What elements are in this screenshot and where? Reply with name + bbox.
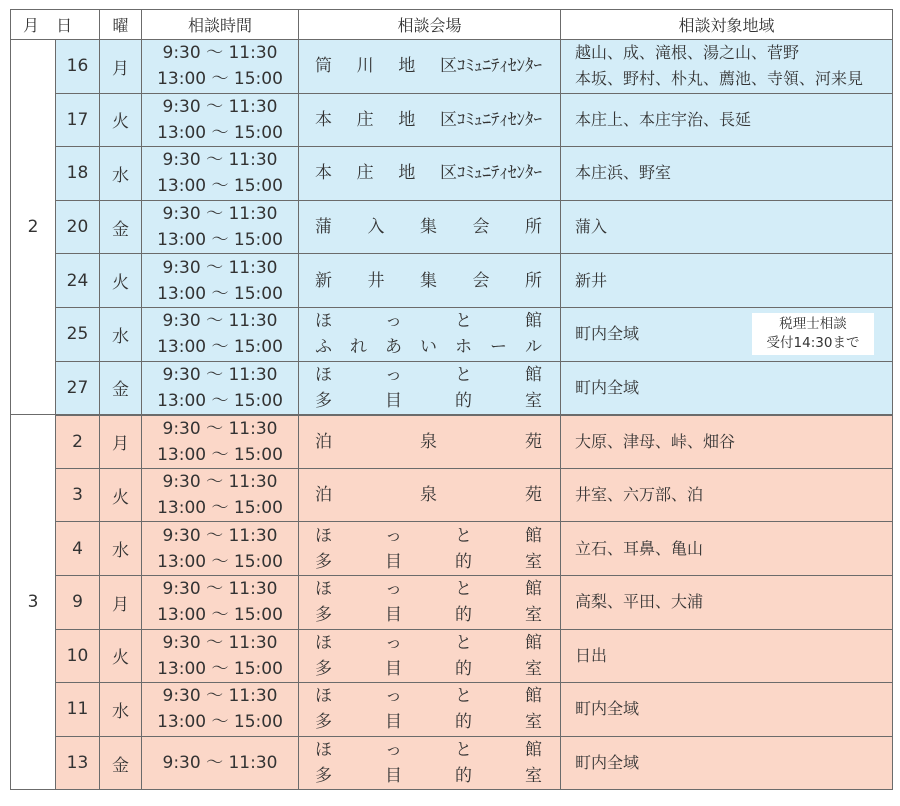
table-row <box>11 254 893 308</box>
venue-char: ほ <box>315 311 332 332</box>
venue-char: 目 <box>385 658 402 679</box>
area-line: 井室、六万部、泊 <box>575 485 704 505</box>
time-cell <box>142 683 299 737</box>
time-line: 13:00 ～ 15:00 <box>157 605 283 626</box>
area-cell <box>561 200 893 254</box>
venue-char: 泉 <box>420 485 437 506</box>
venue-char: 館 <box>525 311 542 332</box>
venue-char: 多 <box>315 712 332 733</box>
venue-line <box>315 388 542 414</box>
weekday-cell: 金 <box>100 736 142 790</box>
venue-cell <box>299 468 561 522</box>
venue-char: 目 <box>385 712 402 733</box>
venue-line <box>315 549 542 575</box>
area-line: 本坂、野村、朴丸、薦池、寺領、河来見 <box>575 69 864 89</box>
table-row <box>11 200 893 254</box>
venue-line <box>315 602 542 628</box>
time-cell <box>142 736 299 790</box>
venue-line <box>315 737 542 763</box>
venue-char: 泊 <box>315 485 332 506</box>
venue-line <box>315 362 542 388</box>
venue-char: ほ <box>315 686 332 707</box>
venue-char: ほ <box>315 364 332 385</box>
table-row <box>11 683 893 737</box>
venue-char: 室 <box>525 658 542 679</box>
time-line: 9:30 ～ 11:30 <box>162 311 278 332</box>
venue-char: ほ <box>315 525 332 546</box>
venue-line <box>315 160 542 186</box>
day-cell: 24 <box>56 254 100 308</box>
area-cell <box>561 307 893 361</box>
area-cell <box>561 736 893 790</box>
venue-line <box>315 656 542 682</box>
area-line: 日出 <box>575 645 608 665</box>
area-cell <box>561 361 893 415</box>
venue-char: 室 <box>525 390 542 411</box>
venue-char: 入 <box>367 217 385 238</box>
venue-cell <box>299 40 561 94</box>
weekday-cell: 水 <box>100 307 142 361</box>
table-row <box>11 629 893 683</box>
time-cell <box>142 361 299 415</box>
venue-char: 泊 <box>315 431 332 452</box>
table-row <box>11 415 893 469</box>
venue-char: と <box>455 740 472 761</box>
venue-char: 区ｺﾐｭﾆﾃｨｾﾝﾀｰ <box>439 109 542 130</box>
venue-cell <box>299 93 561 147</box>
day-cell: 27 <box>56 361 100 415</box>
venue-char: 苑 <box>525 485 542 506</box>
time-line: 9:30 ～ 11:30 <box>162 257 278 278</box>
venue-char: あ <box>385 337 402 358</box>
area-cell <box>561 93 893 147</box>
venue-cell <box>299 575 561 629</box>
venue-line <box>315 709 542 735</box>
venue-char: 所 <box>525 270 542 291</box>
venue-line <box>315 763 542 789</box>
venue-char: っ <box>385 579 402 600</box>
venue-char: 区ｺﾐｭﾆﾃｨｾﾝﾀｰ <box>439 56 542 77</box>
venue-char: 的 <box>455 712 472 733</box>
venue-char: 集 <box>420 270 437 291</box>
day-cell: 18 <box>56 147 100 201</box>
day-cell: 13 <box>56 736 100 790</box>
area-line: 本庄上、本庄宇治、長延 <box>575 109 752 129</box>
venue-line <box>315 107 542 133</box>
table-row <box>11 307 893 361</box>
area-cell <box>561 147 893 201</box>
table-row <box>11 93 893 147</box>
area-line: 町内全域 <box>575 324 640 344</box>
table-row <box>11 522 893 576</box>
venue-char: 区ｺﾐｭﾆﾃｨｾﾝﾀｰ <box>439 163 542 184</box>
venue-line <box>315 53 542 79</box>
venue-char: 本 <box>315 163 332 184</box>
venue-cell <box>299 200 561 254</box>
area-line: 立石、耳鼻、亀山 <box>575 538 704 558</box>
time-cell <box>142 307 299 361</box>
day-cell: 17 <box>56 93 100 147</box>
header-venue: 相談会場 <box>299 10 561 40</box>
venue-char: と <box>455 632 472 653</box>
venue-char: と <box>455 364 472 385</box>
time-line: 9:30 ～ 11:30 <box>162 472 278 493</box>
time-line: 9:30 ～ 11:30 <box>162 418 278 439</box>
march-rows <box>11 415 893 790</box>
area-cell <box>561 468 893 522</box>
venue-char: 館 <box>525 525 542 546</box>
venue-char: っ <box>385 525 402 546</box>
venue-char: 多 <box>315 390 332 411</box>
table-header <box>11 10 893 40</box>
venue-char: 室 <box>525 605 542 626</box>
area-line: 越山、成、滝根、湯之山、菅野 <box>575 43 800 63</box>
venue-char: 目 <box>385 551 402 572</box>
day-cell: 2 <box>56 415 100 469</box>
time-cell <box>142 254 299 308</box>
note-line: 税理士相談 <box>779 316 847 333</box>
venue-cell <box>299 736 561 790</box>
day-cell: 25 <box>56 307 100 361</box>
venue-char: 的 <box>455 390 472 411</box>
venue-char: っ <box>385 364 402 385</box>
venue-char: 庄 <box>356 163 374 184</box>
venue-char: 地 <box>398 163 416 184</box>
venue-cell <box>299 415 561 469</box>
venue-char: ほ <box>315 740 332 761</box>
venue-char: 的 <box>455 551 472 572</box>
area-cell <box>561 40 893 94</box>
weekday-cell: 水 <box>100 147 142 201</box>
area-line: 本庄浜、野室 <box>575 163 672 183</box>
time-line: 13:00 ～ 15:00 <box>157 551 283 572</box>
time-line: 13:00 ～ 15:00 <box>157 712 283 733</box>
header-time: 相談時間 <box>142 10 299 40</box>
venue-char: と <box>455 525 472 546</box>
weekday-cell: 火 <box>100 468 142 522</box>
area-line: 町内全域 <box>575 377 640 397</box>
time-line: 13:00 ～ 15:00 <box>157 444 283 465</box>
venue-char: 井 <box>367 270 385 291</box>
venue-char: ホ <box>455 337 472 358</box>
venue-char: 館 <box>525 579 542 600</box>
venue-char: 室 <box>525 712 542 733</box>
weekday-cell: 水 <box>100 683 142 737</box>
area-line: 町内全域 <box>575 699 640 719</box>
venue-char: 館 <box>525 686 542 707</box>
venue-char: 所 <box>525 217 542 238</box>
area-line: 大原、津母、峠、畑谷 <box>575 431 736 451</box>
venue-char: 多 <box>315 605 332 626</box>
venue-char: 多 <box>315 658 332 679</box>
venue-char: 筒 <box>315 56 332 77</box>
venue-char: ー <box>490 337 507 358</box>
venue-char: 目 <box>385 766 402 787</box>
venue-char: 蒲 <box>315 217 332 238</box>
venue-char: 館 <box>525 632 542 653</box>
venue-char: っ <box>385 686 402 707</box>
time-line: 13:00 ～ 15:00 <box>157 69 283 90</box>
time-line: 13:00 ～ 15:00 <box>157 283 283 304</box>
table-row <box>11 361 893 415</box>
time-cell <box>142 93 299 147</box>
weekday-cell: 水 <box>100 522 142 576</box>
time-cell <box>142 200 299 254</box>
time-line: 13:00 ～ 15:00 <box>157 390 283 411</box>
time-cell <box>142 522 299 576</box>
time-line: 9:30 ～ 11:30 <box>162 364 278 385</box>
area-cell <box>561 254 893 308</box>
venue-char: 苑 <box>525 431 542 452</box>
venue-line <box>315 429 542 455</box>
day-cell: 10 <box>56 629 100 683</box>
weekday-cell: 月 <box>100 40 142 94</box>
venue-char: 本 <box>315 109 332 130</box>
venue-cell <box>299 683 561 737</box>
time-line: 13:00 ～ 15:00 <box>157 122 283 143</box>
time-line: 13:00 ～ 15:00 <box>157 176 283 197</box>
time-line: 9:30 ～ 11:30 <box>162 43 278 64</box>
header-dow: 曜 <box>100 10 142 40</box>
time-cell <box>142 575 299 629</box>
table-row <box>11 40 893 94</box>
venue-cell <box>299 307 561 361</box>
venue-char: と <box>455 311 472 332</box>
venue-char: 的 <box>455 605 472 626</box>
note-box <box>752 313 874 355</box>
venue-char: 庄 <box>356 109 374 130</box>
day-cell: 3 <box>56 468 100 522</box>
time-cell <box>142 147 299 201</box>
area-cell <box>561 415 893 469</box>
weekday-cell: 火 <box>100 254 142 308</box>
area-line: 町内全域 <box>575 753 640 773</box>
venue-char: 館 <box>525 740 542 761</box>
venue-char: 地 <box>398 56 416 77</box>
time-line: 13:00 ～ 15:00 <box>157 658 283 679</box>
venue-line <box>315 308 542 334</box>
time-line: 13:00 ～ 15:00 <box>157 337 283 358</box>
venue-char: 室 <box>525 551 542 572</box>
weekday-cell: 月 <box>100 415 142 469</box>
time-line: 9:30 ～ 11:30 <box>162 579 278 600</box>
weekday-cell: 金 <box>100 361 142 415</box>
venue-line <box>315 214 542 240</box>
header-month-day: 月 日 <box>11 10 100 40</box>
venue-char: っ <box>385 311 402 332</box>
venue-char: っ <box>385 632 402 653</box>
consultation-schedule-table <box>10 9 893 790</box>
venue-char: 多 <box>315 551 332 572</box>
venue-char: れ <box>350 337 367 358</box>
venue-char: 会 <box>472 217 490 238</box>
month-cell: 3 <box>11 415 56 790</box>
venue-char: 室 <box>525 766 542 787</box>
time-cell <box>142 40 299 94</box>
area-line: 蒲入 <box>575 217 608 237</box>
month-cell: 2 <box>11 40 56 415</box>
area-cell <box>561 575 893 629</box>
venue-char: と <box>455 579 472 600</box>
table-row <box>11 736 893 790</box>
area-cell <box>561 683 893 737</box>
time-line: 9:30 ～ 11:30 <box>162 96 278 117</box>
venue-line <box>315 482 542 508</box>
area-cell <box>561 629 893 683</box>
venue-char: 的 <box>455 658 472 679</box>
venue-cell <box>299 361 561 415</box>
weekday-cell: 月 <box>100 575 142 629</box>
venue-char: 泉 <box>420 431 437 452</box>
day-cell: 16 <box>56 40 100 94</box>
venue-line <box>315 683 542 709</box>
venue-line <box>315 268 542 294</box>
venue-cell <box>299 629 561 683</box>
table-row <box>11 147 893 201</box>
venue-char: と <box>455 686 472 707</box>
venue-char: 的 <box>455 766 472 787</box>
venue-line <box>315 630 542 656</box>
venue-line <box>315 334 542 360</box>
schedule-table-wrapper <box>10 9 893 790</box>
venue-char: 館 <box>525 364 542 385</box>
area-cell <box>561 522 893 576</box>
time-line: 9:30 ～ 11:30 <box>162 632 278 653</box>
venue-line <box>315 576 542 602</box>
weekday-cell: 火 <box>100 629 142 683</box>
day-cell: 9 <box>56 575 100 629</box>
venue-cell <box>299 522 561 576</box>
day-cell: 20 <box>56 200 100 254</box>
weekday-cell: 火 <box>100 93 142 147</box>
time-cell <box>142 415 299 469</box>
time-line: 13:00 ～ 15:00 <box>157 230 283 251</box>
weekday-cell: 金 <box>100 200 142 254</box>
venue-char: 会 <box>472 270 490 291</box>
area-line: 新井 <box>575 270 608 290</box>
venue-char: 新 <box>315 270 332 291</box>
venue-line <box>315 523 542 549</box>
venue-char: っ <box>385 740 402 761</box>
note-line: 受付14:30まで <box>766 335 860 352</box>
time-cell <box>142 468 299 522</box>
area-line: 高梨、平田、大浦 <box>575 592 704 612</box>
day-cell: 4 <box>56 522 100 576</box>
table-row <box>11 575 893 629</box>
venue-char: 目 <box>385 390 402 411</box>
venue-char: ル <box>525 337 542 358</box>
venue-char: ほ <box>315 632 332 653</box>
venue-cell <box>299 254 561 308</box>
time-line: 9:30 ～ 11:30 <box>162 753 278 774</box>
venue-char: ふ <box>315 337 332 358</box>
time-line: 9:30 ～ 11:30 <box>162 150 278 171</box>
day-cell: 11 <box>56 683 100 737</box>
venue-char: 集 <box>420 217 437 238</box>
time-line: 9:30 ～ 11:30 <box>162 525 278 546</box>
time-line: 9:30 ～ 11:30 <box>162 204 278 225</box>
venue-char: 目 <box>385 605 402 626</box>
venue-cell <box>299 147 561 201</box>
venue-char: 地 <box>398 109 416 130</box>
february-rows <box>11 40 893 415</box>
venue-char: ほ <box>315 579 332 600</box>
header-area: 相談対象地域 <box>561 10 893 40</box>
venue-char: 多 <box>315 766 332 787</box>
venue-char: 川 <box>356 56 374 77</box>
venue-char: い <box>420 337 437 358</box>
time-cell <box>142 629 299 683</box>
time-line: 9:30 ～ 11:30 <box>162 686 278 707</box>
time-line: 13:00 ～ 15:00 <box>157 498 283 519</box>
table-row <box>11 468 893 522</box>
